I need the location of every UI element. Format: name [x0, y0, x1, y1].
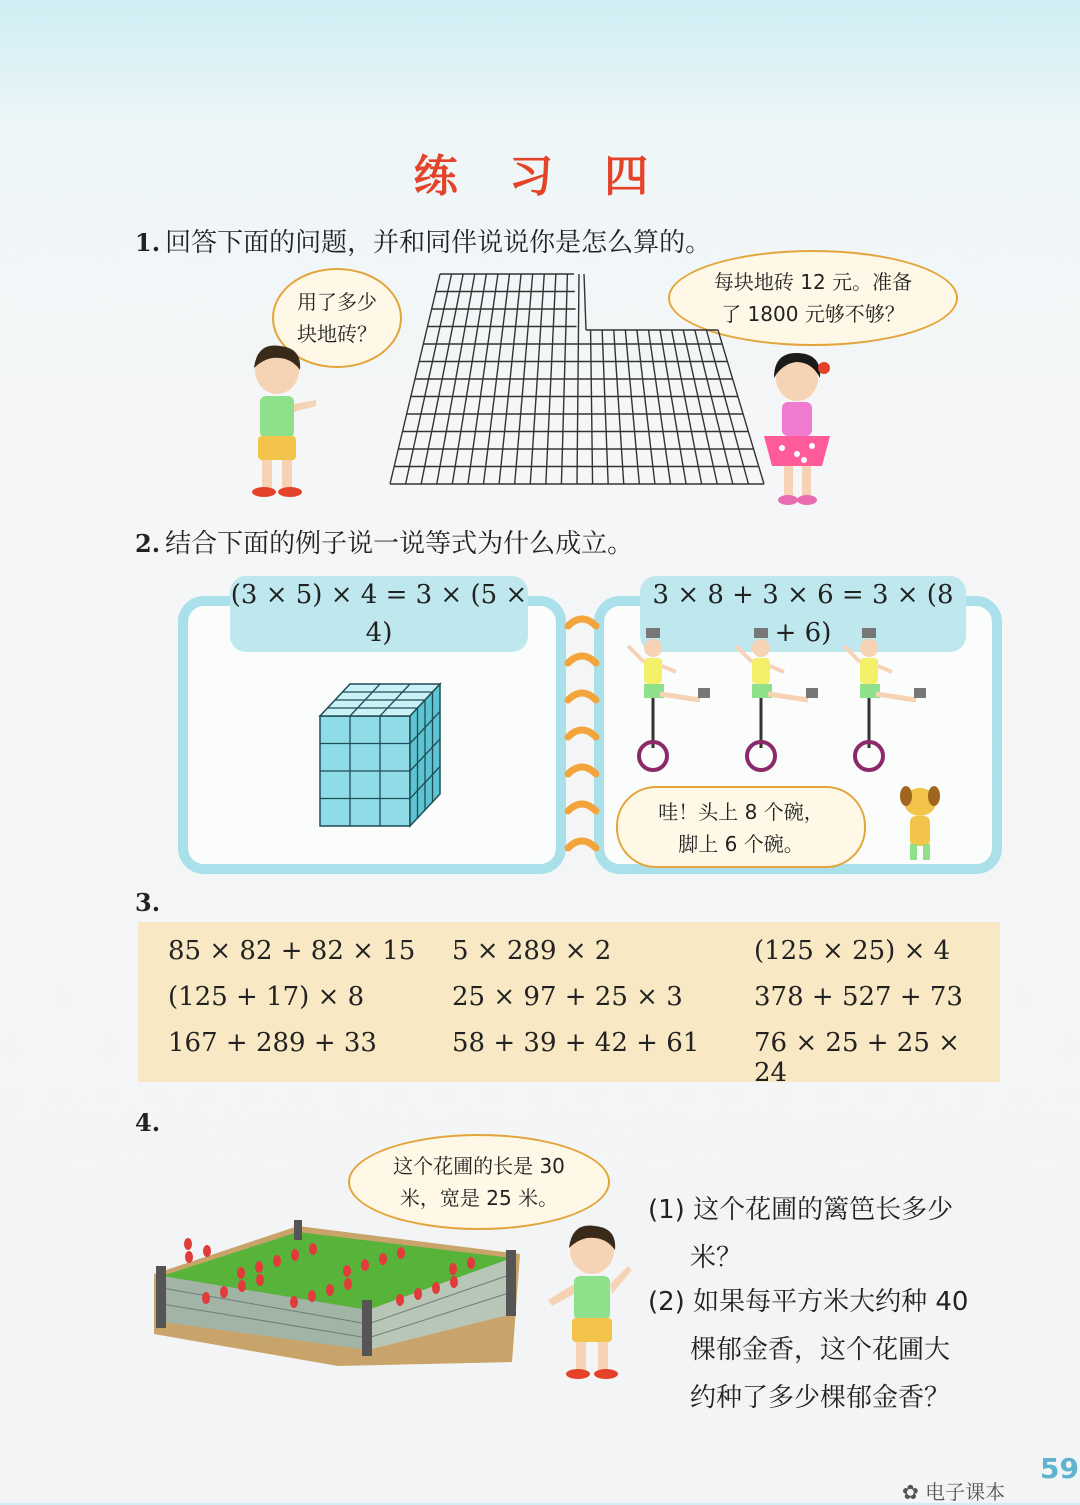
q2-dog-bubble: [616, 786, 866, 868]
q1-heading: [135, 222, 711, 259]
q4-sub-question-2: [648, 1278, 1028, 1422]
q1-girl-bubble-line1: 每块地砖 12 元。准备: [713, 270, 913, 294]
q3-exercise-3-1: 167 + 289 + 33: [168, 1028, 377, 1058]
q3-exercise-1-1: 85 × 82 + 82 × 15: [168, 936, 416, 966]
q4-bubble-line2: 米，宽是 25 米。: [399, 1186, 559, 1210]
q3-exercise-3-2: 58 + 39 + 42 + 61: [452, 1028, 700, 1058]
page-title: 练 习 四: [413, 151, 667, 202]
q3-exercise-3-3: 76 × 25 + 25 × 24: [754, 1028, 960, 1088]
dog-illustration: [892, 782, 952, 868]
q2-dog-bubble-line1: 哇！头上 8 个碗，: [658, 800, 824, 824]
q4-sub2-line2: 棵郁金香，这个花圃大: [690, 1335, 951, 1365]
boy-illustration: [232, 340, 322, 505]
q2-heading: [135, 523, 633, 560]
watermark: [902, 1476, 1005, 1505]
q2-right-equation: 3 × 8 + 3 × 6 = 3 × (8 + 6): [640, 576, 966, 652]
notebook-spiral-rings: [562, 606, 602, 876]
flower-garden-illustration: [148, 1214, 528, 1370]
q1-text: 回答下面的问题，并和同伴说说你是怎么算的。: [165, 228, 712, 258]
wechat-icon: ✿: [902, 1480, 919, 1504]
q4-sub1-line1: (1) 这个花圃的篱笆长多少: [648, 1195, 954, 1225]
q2-dog-bubble-line2: 脚上 6 个碗。: [678, 832, 804, 856]
q1-boy-bubble-line1: 用了多少: [297, 290, 377, 314]
q2-number: 2.: [135, 529, 161, 558]
unicycle-performers-illustration: [626, 628, 946, 778]
q4-sub2-line3: 约种了多少棵郁金香？: [690, 1383, 951, 1413]
page-number: 59: [1040, 1452, 1079, 1485]
q1-boy-bubble-line2: 块地砖？: [297, 322, 377, 346]
boy-illustration-2: [540, 1218, 640, 1384]
q3-exercise-box: [138, 922, 1000, 1088]
q1-girl-bubble-line2: 了 1800 元够不够？: [721, 302, 905, 326]
cube-stack-illustration: [310, 676, 455, 836]
q2-left-equation: (3 × 5) × 4 = 3 × (5 × 4): [230, 576, 528, 652]
girl-illustration: [752, 348, 842, 513]
q4-bubble-line1: 这个花圃的长是 30: [393, 1154, 565, 1178]
q3-exercise-1-3: (125 × 25) × 4: [754, 936, 951, 966]
q3-exercise-2-2: 25 × 97 + 25 × 3: [452, 982, 683, 1012]
q4-sub1-line2: 米？: [690, 1243, 743, 1273]
q3-exercise-2-3: 378 + 527 + 73: [754, 982, 963, 1012]
q4-sub-question-1: [648, 1186, 1028, 1282]
q3-exercise-1-2: 5 × 289 × 2: [452, 936, 612, 966]
tile-floor-grid: [388, 272, 768, 488]
q3-exercise-2-1: (125 + 17) × 8: [168, 982, 365, 1012]
q4-sub2-line1: (2) 如果每平方米大约种 40: [648, 1287, 969, 1317]
watermark-text: 电子课本: [925, 1480, 1006, 1504]
q1-number: 1.: [135, 228, 161, 257]
q3-number: 3.: [135, 888, 161, 917]
q4-number: 4.: [135, 1108, 161, 1137]
q2-text: 结合下面的例子说一说等式为什么成立。: [165, 529, 634, 559]
